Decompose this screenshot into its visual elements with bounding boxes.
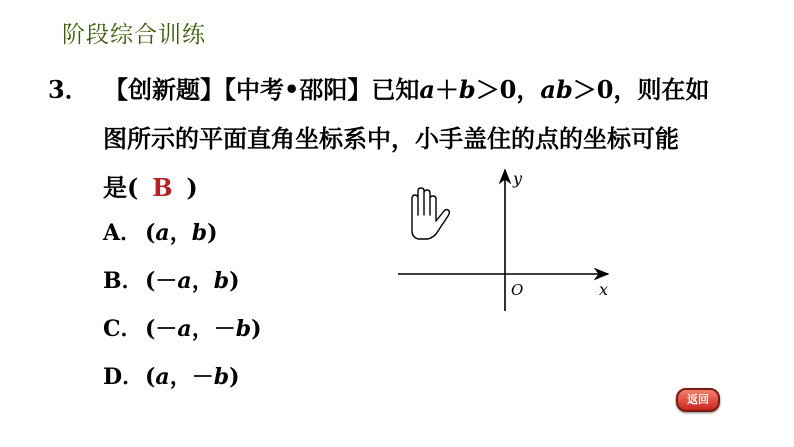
option-pre: ( [145,220,156,246]
option-label: C． [103,316,143,342]
option-a[interactable] [103,222,218,244]
back-button[interactable]: 返回 [676,388,720,412]
var-a: a [419,75,435,104]
option-var-b: b [213,268,230,294]
origin-label: O [511,281,524,299]
line1-end: 则在如 [637,75,710,104]
option-label: A． [103,220,143,246]
hand-icon [412,188,449,239]
option-label: D． [103,364,145,390]
option-var-a: a [155,364,170,390]
option-c[interactable] [103,318,262,340]
var-b: b [458,75,476,104]
answer-text: B [152,173,173,202]
option-pre: (－ [145,316,178,342]
answer-open: 是( [103,173,139,202]
condition-prefix: 已知 [371,75,420,104]
y-axis-label: y [513,169,523,188]
option-var-a: a [177,268,192,294]
gt-zero-2: ＞0， [572,75,638,104]
option-sep: ，－ [169,364,214,390]
question-number: 3． [48,75,89,104]
plus-sign: ＋ [434,75,459,104]
question-line-2: 图所示的平面直角坐标系中，小手盖住的点的坐标可能 [103,124,679,153]
option-pre: ( [145,364,156,390]
option-post: ) [229,268,240,294]
coordinate-plane [390,165,620,315]
answer-close: ) [186,173,198,202]
option-d[interactable] [103,366,240,388]
option-label: B． [103,268,144,294]
option-sep: ，－ [191,316,236,342]
option-var-b: b [213,364,230,390]
question-line-1 [48,75,710,104]
option-post: ) [251,316,262,342]
option-var-a: a [177,316,192,342]
option-pre: (－ [145,268,178,294]
option-b[interactable] [103,270,240,292]
gt-zero-1: ＞0， [475,75,541,104]
option-var-b: b [191,220,208,246]
option-sep: ， [191,268,214,294]
option-post: ) [207,220,218,246]
option-sep: ， [169,220,192,246]
option-post: ) [229,364,240,390]
var-ab: ab [540,75,573,104]
question-tags: 【创新题】【中考•邵阳】 [104,75,372,104]
question-line-3 [103,173,198,202]
section-title: 阶段综合训练 [62,22,206,48]
x-axis-label: x [599,280,609,299]
option-var-a: a [155,220,170,246]
option-var-b: b [235,316,252,342]
